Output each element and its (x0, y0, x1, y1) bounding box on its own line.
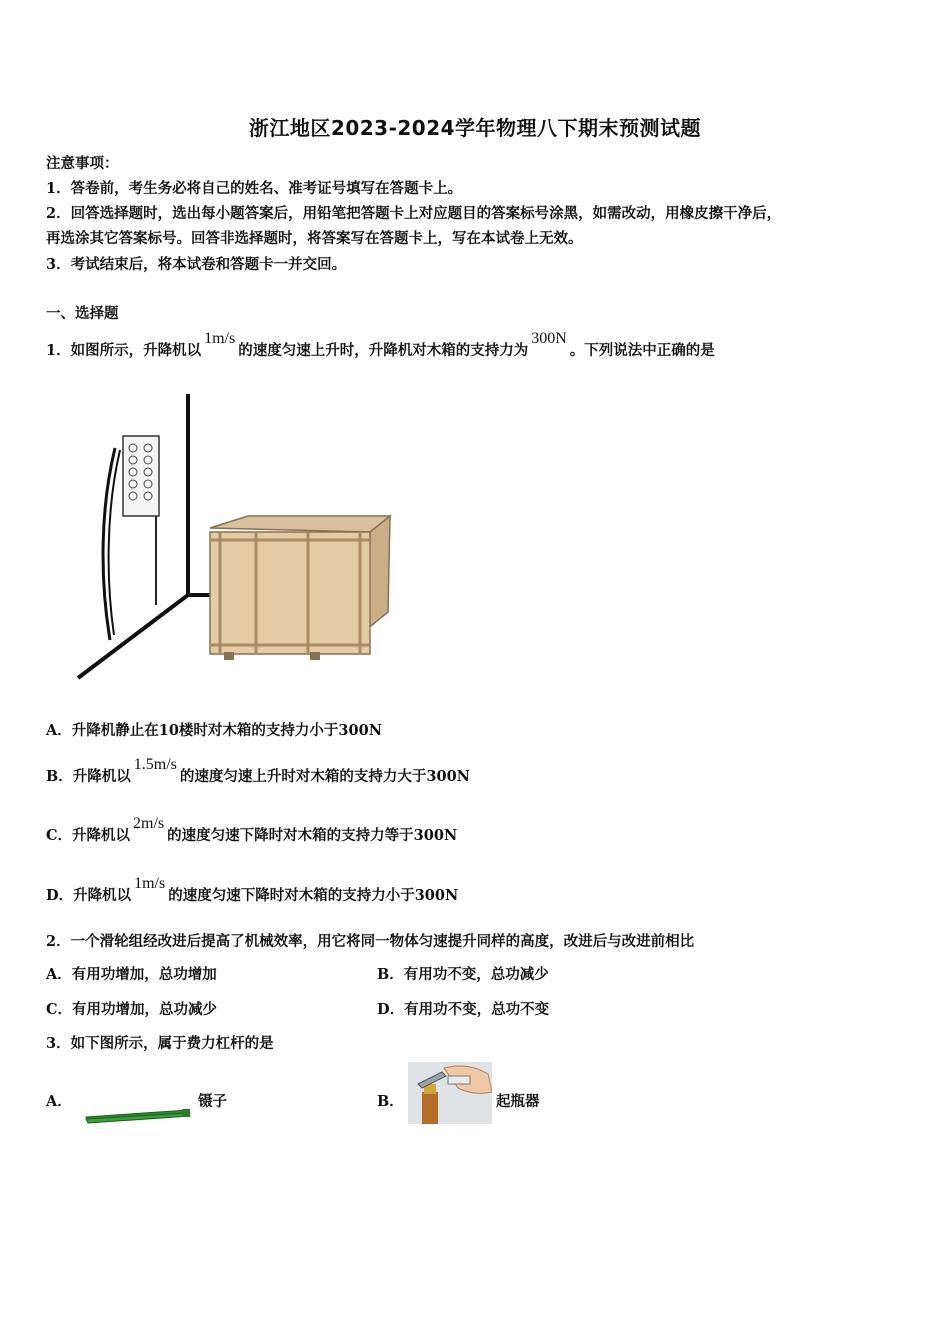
q1-speed-value: 1m/s (204, 330, 236, 347)
q1-stem-part-c: 。下列说法中正确的是 (569, 342, 715, 359)
q1-stem-part-a: 1．如图所示，升降机以 (46, 342, 202, 359)
q3-option-b-text: 起瓶器 (496, 1093, 540, 1110)
tweezers-icon (84, 1100, 194, 1130)
section-heading: 一、选择题 (46, 305, 119, 322)
q1-option-b-value: 1.5m/s (133, 756, 177, 773)
q1-option-a: A．升降机静止在10楼时对木箱的支持力小于300N (46, 722, 382, 739)
question-2-stem: 2．一个滑轮组经改进后提高了机械效率，用它将同一物体匀速提升同样的高度，改进后与改进前相比 (46, 933, 695, 950)
crate-front (210, 532, 370, 654)
q1-stem-part-b: 的速度匀速上升时，升降机对木箱的支持力为 (238, 342, 529, 359)
q1-option-b-pre: B．升降机以 (46, 768, 131, 785)
q3-option-a-text: 镊子 (198, 1093, 227, 1110)
q1-option-d (46, 875, 459, 905)
q1-option-c (46, 815, 458, 845)
q1-option-d-post: 的速度匀速下降时对木箱的支持力小于300N (168, 887, 459, 904)
q1-option-d-value: 1m/s (134, 875, 166, 892)
q3-option-b-label: B． (377, 1093, 404, 1110)
question-1-stem (46, 330, 715, 360)
q2-option-b: B．有用功不变，总功减少 (377, 966, 549, 983)
q3-option-a-label: A． (46, 1093, 72, 1110)
q1-option-b (46, 756, 470, 786)
page-title: 浙江地区2023-2024学年物理八下期末预测试题 (248, 116, 702, 140)
q2-option-d: D．有用功不变，总功不变 (377, 1001, 550, 1018)
question-3-stem: 3．如下图所示，属于费力杠杆的是 (46, 1035, 274, 1052)
notice-heading: 注意事项： (46, 155, 119, 172)
q1-option-c-pre: C．升降机以 (46, 827, 131, 844)
q2-option-c: C．有用功增加，总功减少 (46, 1001, 218, 1018)
notice-item-2-cont: 再选涂其它答案标号。回答非选择题时，将答案写在答题卡上，写在本试卷上无效。 (46, 230, 583, 247)
crate-top (210, 516, 390, 532)
notice-item-2: 2．回答选择题时，选出每小题答案后，用铅笔把答题卡上对应题目的答案标号涂黑，如需改动，用橡皮擦干净后， (46, 205, 782, 222)
notice-item-1: 1．答卷前，考生务必将自己的姓名、准考证号填写在答题卡上。 (46, 180, 463, 197)
notice-item-3: 3．考试结束后，将本试卷和答题卡一并交回。 (46, 256, 347, 273)
q1-option-c-post: 的速度匀速下降时对木箱的支持力等于300N (167, 827, 458, 844)
q1-force-value: 300N (531, 330, 567, 347)
elevator-crate-figure (70, 390, 410, 690)
q1-option-d-pre: D．升降机以 (46, 887, 132, 904)
q1-option-b-post: 的速度匀速上升时对木箱的支持力大于300N (179, 768, 470, 785)
button-panel (123, 436, 159, 516)
q1-option-c-value: 2m/s (133, 815, 165, 832)
bottle-opener-icon (408, 1062, 492, 1124)
q2-option-a: A．有用功增加，总功增加 (46, 966, 217, 983)
floor-left-line (78, 595, 188, 678)
